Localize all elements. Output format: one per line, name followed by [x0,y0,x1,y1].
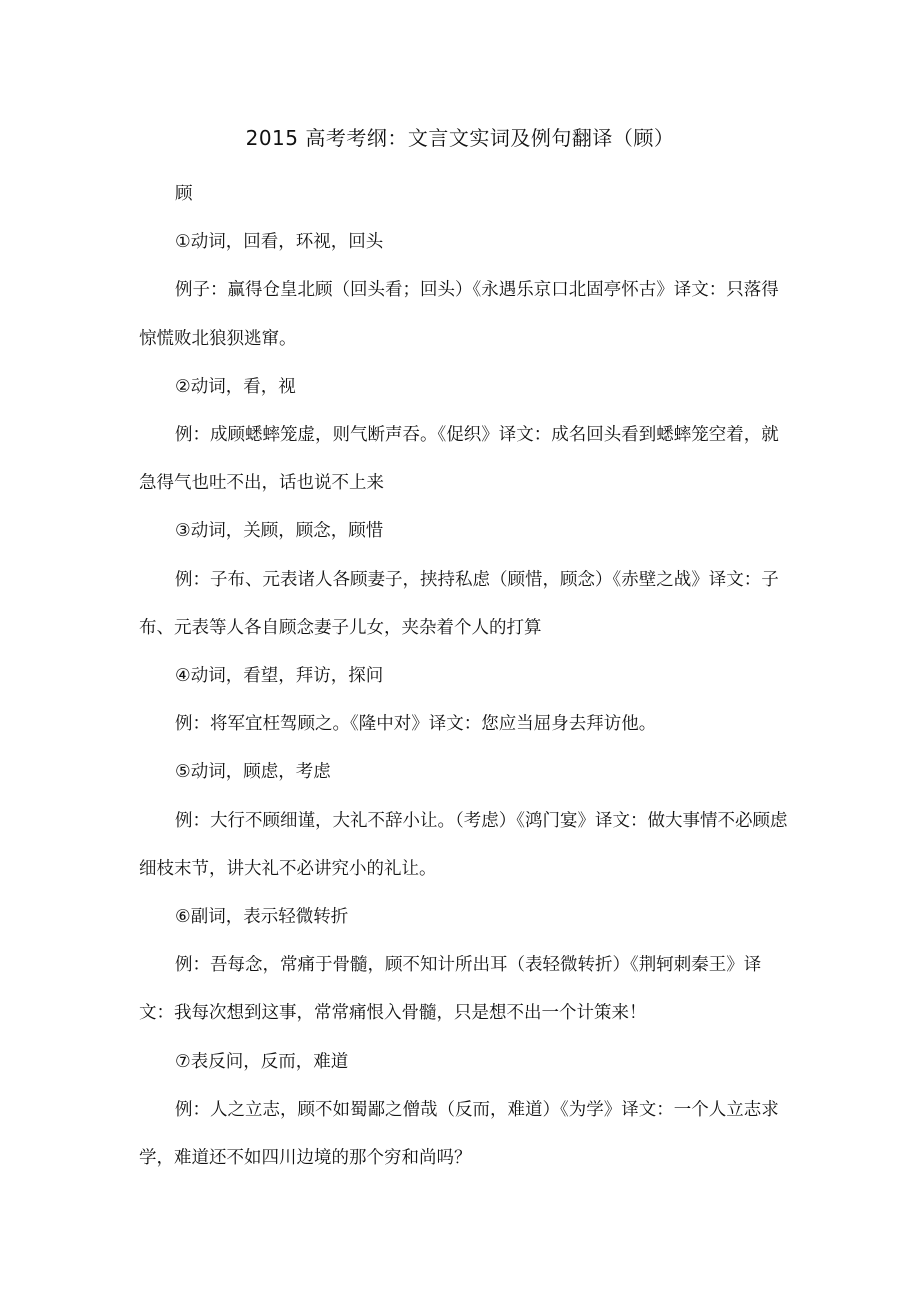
sense-heading-3: ③动词，关顾，顾念，顾惜 [175,521,384,542]
sense-heading-5: ⑤动词，顾虑，考虑 [175,762,331,783]
sense-heading-2: ②动词，看，视 [175,376,296,397]
document-body [139,170,791,1182]
entry-heading: 顾 [175,184,193,204]
example-paragraph-4: 例：将军宜枉驾顾之。《隆中对》译文：您应当屈身去拜访他。 [175,714,657,735]
sense-heading-7: ⑦表反问，反而，难道 [175,1051,349,1072]
sense-heading-4: ④动词，看望，拜访，探问 [175,666,384,687]
document-title: 2015 高考考纲：文言文实词及例句翻译（顾） [245,126,675,150]
example-paragraph-3: 例：子布、元表诸人各顾妻子，挟持私虑（顾惜，顾念）《赤壁之战》译文：子布、元表等人各自顾念妻子儿女，夹杂着个人的打算 [139,569,779,638]
example-paragraph-5: 例：大行不顾细谨，大礼不辞小让。（考虑）《鸿门宴》译文：做大事情不必顾虑细枝末节，讲大礼不必讲究小的礼让。 [139,810,788,879]
example-paragraph-2: 例：成顾蟋蟀笼虚，则气断声吞。《促织》译文：成名回头看到蟋蟀笼空着，就急得气也吐不出，话也说不上来 [139,425,779,494]
example-paragraph-1: 例子：赢得仓皇北顾（回头看；回头）《永遇乐京口北固亭怀古》译文：只落得惊慌败北狼狈逃窜。 [139,280,779,349]
example-paragraph-7: 例：人之立志，顾不如蜀鄙之僧哉（反而，难道）《为学》译文：一个人立志求学，难道还不如四川边境的那个穷和尚吗？ [139,1099,779,1169]
sense-heading-1: ①动词，回看，环视，回头 [175,232,384,253]
sense-heading-6: ⑥副词，表示轻微转折 [175,907,349,928]
example-paragraph-6: 例：吾每念，常痛于骨髓，顾不知计所出耳（表轻微转折）《荆轲刺秦王》译文：我每次想到这事，常常痛恨入骨髓，只是想不出一个计策来！ [139,955,762,1024]
